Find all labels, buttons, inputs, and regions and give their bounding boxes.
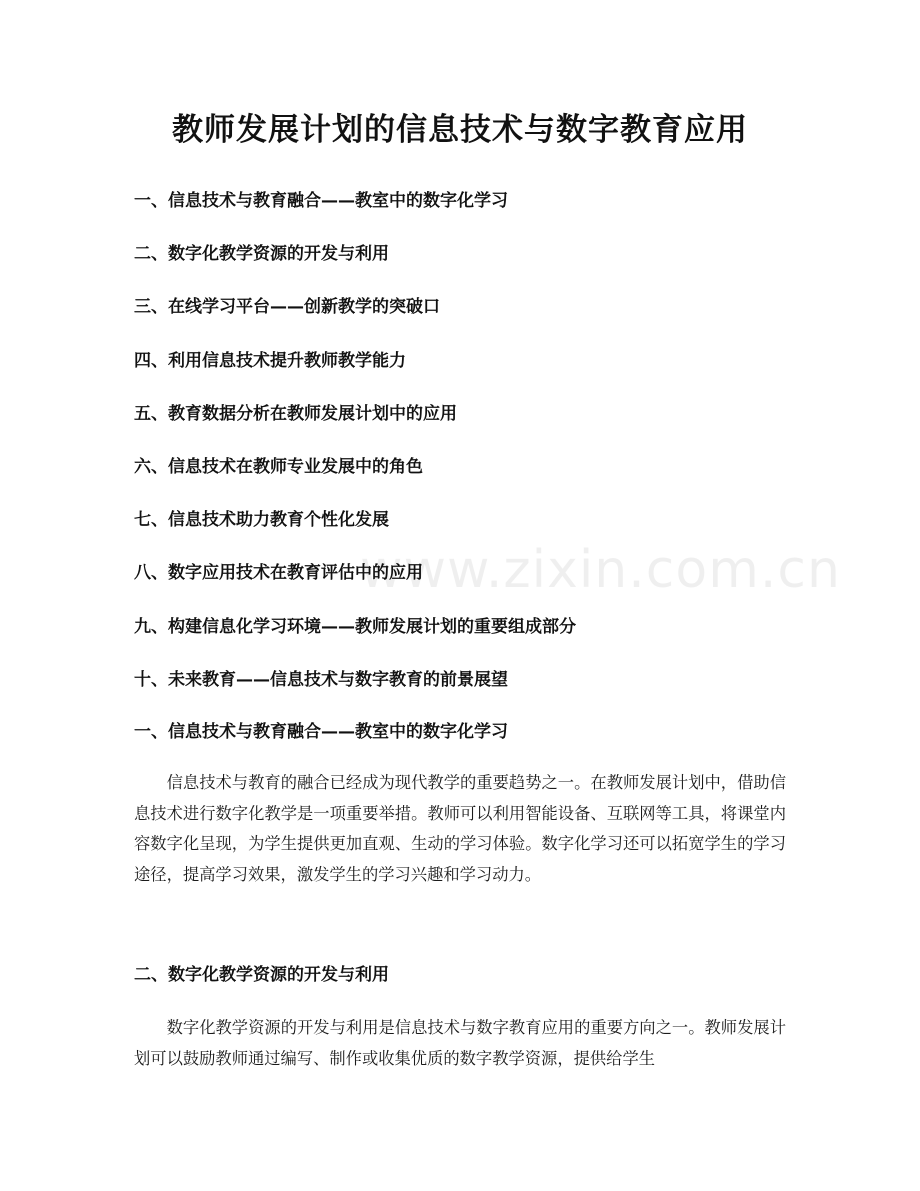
toc-item: 七、信息技术助力教育个性化发展: [134, 510, 389, 531]
section-paragraph: 信息技术与教育的融合已经成为现代教学的重要趋势之一。在教师发展计划中，借助信息技术进行数字化教学是一项重要举措。教师可以利用智能设备、互联网等工具，将课堂内容数字化呈现，为学生提供更加直观、生动的学习体验。数字化学习还可以拓宽学生的学习途径，提高学习效果，激发学生的学习兴趣和学习动力。: [134, 773, 786, 884]
toc-item: 十、未来教育——信息技术与数字教育的前景展望: [134, 669, 508, 690]
toc-item: 一、信息技术与教育融合——教室中的数字化学习: [134, 191, 508, 211]
section-heading: 二、数字化教学资源的开发与利用: [134, 965, 389, 985]
section-paragraph: 数字化教学资源的开发与利用是信息技术与数字教育应用的重要方向之一。教师发展计划可以鼓励教师通过编写、制作或收集优质的数字教学资源，提供给学生: [134, 1018, 786, 1068]
document-title: 教师发展计划的信息技术与数字教育应用: [172, 112, 748, 148]
toc-item: 四、利用信息技术提升教师教学能力: [134, 350, 406, 371]
toc-item: 八、数字应用技术在教育评估中的应用: [134, 563, 423, 584]
toc-item: 三、在线学习平台——创新教学的突破口: [134, 297, 440, 318]
toc-item: 九、构建信息化学习环境——教师发展计划的重要组成部分: [134, 616, 576, 637]
toc-item: 二、数字化教学资源的开发与利用: [134, 244, 389, 265]
toc-item: 六、信息技术在教师专业发展中的角色: [134, 456, 423, 477]
watermark: www.zixin.com.cn: [360, 540, 841, 600]
toc-item: 五、教育数据分析在教师发展计划中的应用: [134, 403, 457, 424]
table-of-contents: [134, 186, 794, 718]
section-heading: 一、信息技术与教育融合——教室中的数字化学习: [134, 722, 508, 742]
